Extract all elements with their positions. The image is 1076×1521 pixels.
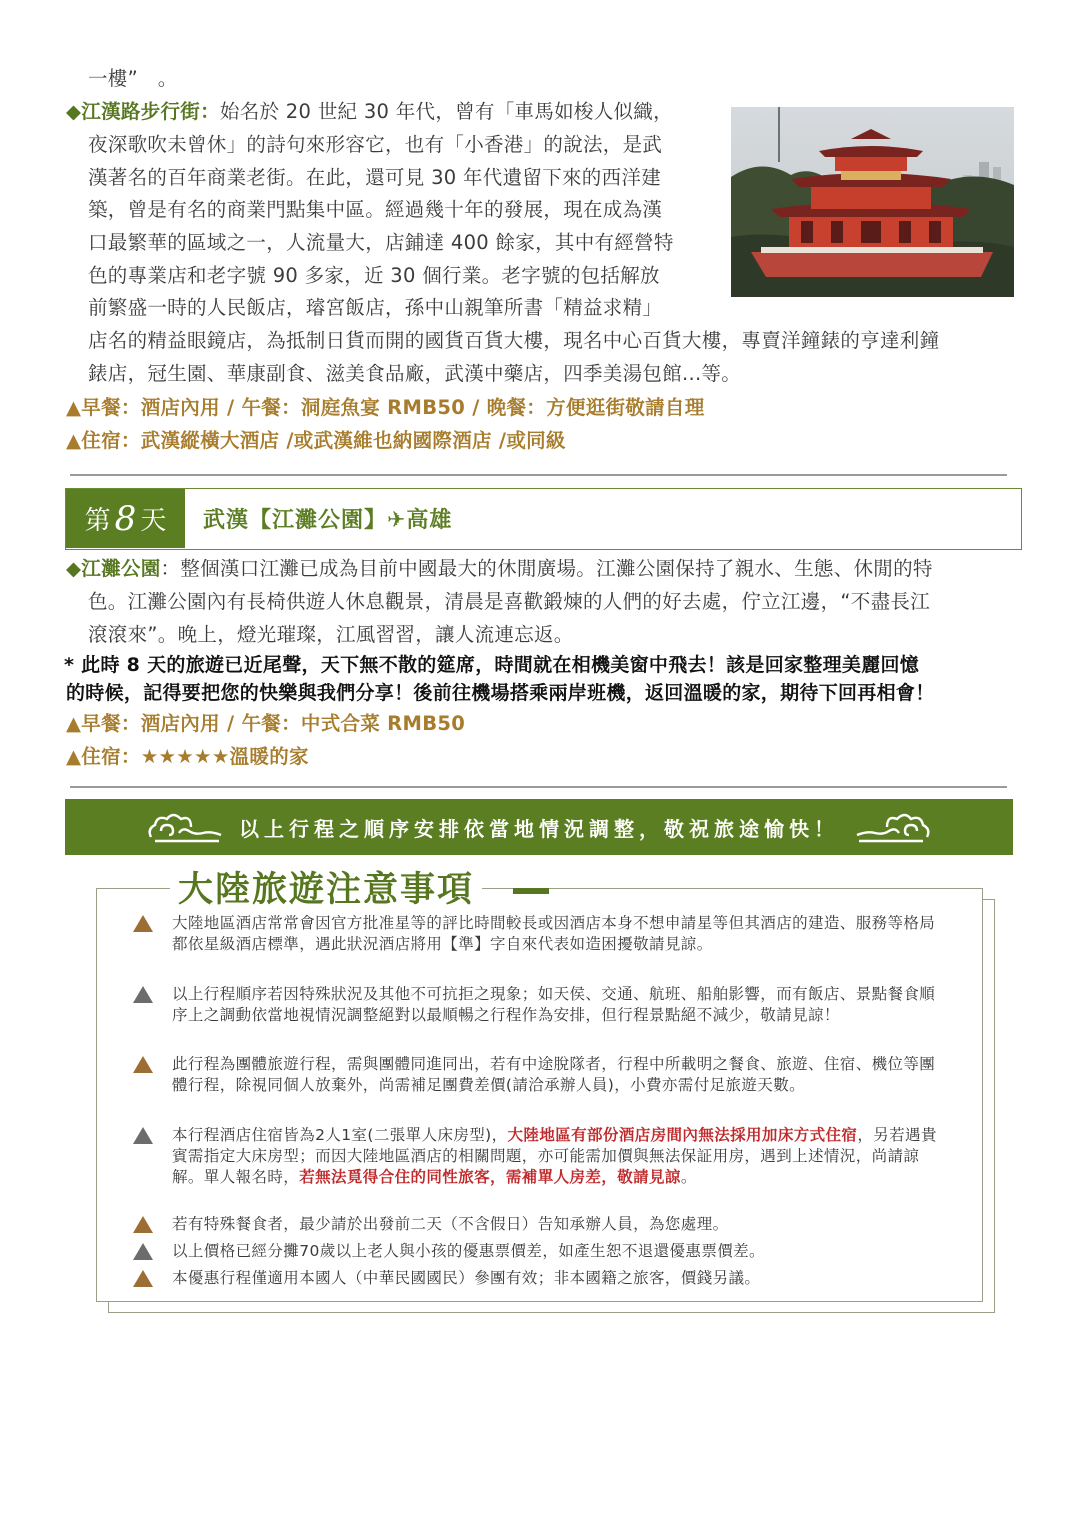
note-item: 以上價格已經分攤70歲以上老人與小孩的優惠票價差，如產生恕不退還優惠票價差。 [172,1242,765,1260]
cloud-ornament-right-icon [853,807,933,847]
note-highlight: 大陸地區有部份酒店房間內無法採用加床方式住宿 [507,1126,858,1144]
day-prefix: 第 [84,506,111,536]
note-text: ，另若遇貴賓需指定大床房型；而因大陸地區酒店的相關問題，亦可能需加價與無法保証用房，遇到上述情況，尚請諒解。單人報名時， [172,1126,937,1186]
day8-header [65,488,1022,550]
day7-hotel: ▲住宿：武漢縱橫大酒店 /或武漢維也納國際酒店 /或同級 [66,429,566,452]
note-text: 本行程酒店住宿皆為2人1室(二張單人床房型)， [172,1126,508,1144]
street-line-7: 店名的精益眼鏡店，為抵制日貨而開的國貨百貨大樓，現名中心百貨大樓，專賣洋鐘錶的亨達利鐘 [88,329,940,352]
divider [70,474,1007,476]
closing-note-line-0: * 此時 8 天的旅遊已近尾聲，天下無不散的筵席，時間就在相機美窗中飛去！該是回家整理美麗回憶 [64,654,920,676]
note-item [172,1125,942,1188]
diamond-icon: ◆ [66,100,82,123]
day-suffix: 天 [140,506,167,536]
note-text: 。 [680,1168,697,1186]
park-line-2: 滾滾來”。晚上，燈光璀璨，江風習習，讓人流連忘返。 [88,623,574,646]
street-line-1: 夜深歌吹未曾休」的詩句來形容它，也有「小香港」的說法，是武 [88,133,663,156]
street-line-5: 色的專業店和老字號 90 多家，近 30 個行業。老字號的包括解放 [88,264,660,287]
street-line-8: 錶店，冠生園、華康副食、滋美食品廠，武漢中藥店，四季美湯包館...等。 [88,362,742,385]
park-line-1: 色。江灘公園內有長椅供遊人休息觀景，清晨是喜歡鍛煉的人們的好去處，佇立江邊，“不盡長江 [88,590,931,613]
day-badge [66,489,185,548]
title-underline [513,888,549,894]
note-highlight: 若無法覓得合住的同性旅客，需補單人房差，敬請見諒 [299,1168,681,1186]
divider [70,786,1007,788]
banner-text: 以上行程之順序安排依當地情況調整，敬祝旅途愉快！ [239,816,839,841]
notice-banner [65,799,1013,855]
day7-meals: ▲早餐：酒店內用 / 午餐：洞庭魚宴 RMB50 / 晚餐：方便逛街敬請自理 [66,396,705,419]
street-line-4: 口最繁華的區域之一，人流量大，店鋪達 400 餘家，其中有經營特 [88,231,674,254]
park-section-heading [66,553,933,586]
note-item: 以上行程順序若因特殊狀況及其他不可抗拒之現象；如天侯、交通、航班、船舶影響，而有飯店、景點餐食順序上之調動依當地視情況調整絕對以最順暢之行程作為安排，但行程景點絕不減少，敬請見諒！ [172,985,936,1024]
notes-title: 大陸旅遊注意事項 [170,862,482,912]
street-line-2: 漢著名的百年商業老街。在此，還可見 30 年代遺留下來的西洋建 [88,166,662,189]
pavilion-photo [731,107,1014,297]
closing-note-line-1: 的時候，記得要把您的快樂與我們分享！後前往機場搭乘兩岸班機，返回溫暖的家，期待下回再相會！ [66,682,935,704]
diamond-icon: ◆ [66,557,82,580]
park-line-0: ：整個漢口江灘已成為目前中國最大的休閒廣場。江灘公園保持了親水、生態、休閒的特 [160,557,933,580]
day8-hotel: ▲住宿：★★★★★溫暖的家 [66,745,309,768]
note-item: 此行程為團體旅遊行程，需與團體同進同出，若有中途脫隊者，行程中所載明之餐食、旅遊、住宿、機位等團體行程，除視同個人放棄外，尚需補足團費差價(請洽承辦人員)，小費亦需付足旅遊天數。 [172,1055,936,1094]
note-item: 若有特殊餐食者，最少請於出發前二天（不含假日）告知承辦人員，為您處理。 [172,1215,729,1233]
cloud-ornament-left-icon [145,807,225,847]
street-section-heading [66,96,673,129]
park-title: 江灘公園 [81,557,161,580]
note-item: 大陸地區酒店常常會因官方批准星等的評比時間較長或因酒店本身不想申請星等但其酒店的建造、服務等格局都依星級酒店標準，遇此狀況酒店將用【準】字自來代表如造困擾敬請見諒。 [172,914,936,953]
street-title: 江漢路步行街： [81,100,220,123]
intro-tail: 一樓” 。 [88,67,178,90]
street-line-0: 始名於 20 世紀 30 年代，曾有「車馬如梭人似織， [219,100,673,123]
street-line-6: 前繁盛一時的人民飯店，璿宮飯店，孫中山親筆所書「精益求精」 [88,296,663,319]
day-number: 8 [114,498,137,539]
day8-meals: ▲早餐：酒店內用 / 午餐：中式合菜 RMB50 [66,712,466,735]
day-title: 武漢【江灘公園】✈高雄 [203,508,453,533]
note-item: 本優惠行程僅適用本國人（中華民國國民）參團有效；非本國籍之旅客，價錢另議。 [172,1269,761,1287]
street-line-3: 築，曾是有名的商業門點集中區。經過幾十年的發展，現在成為漢 [88,198,663,221]
